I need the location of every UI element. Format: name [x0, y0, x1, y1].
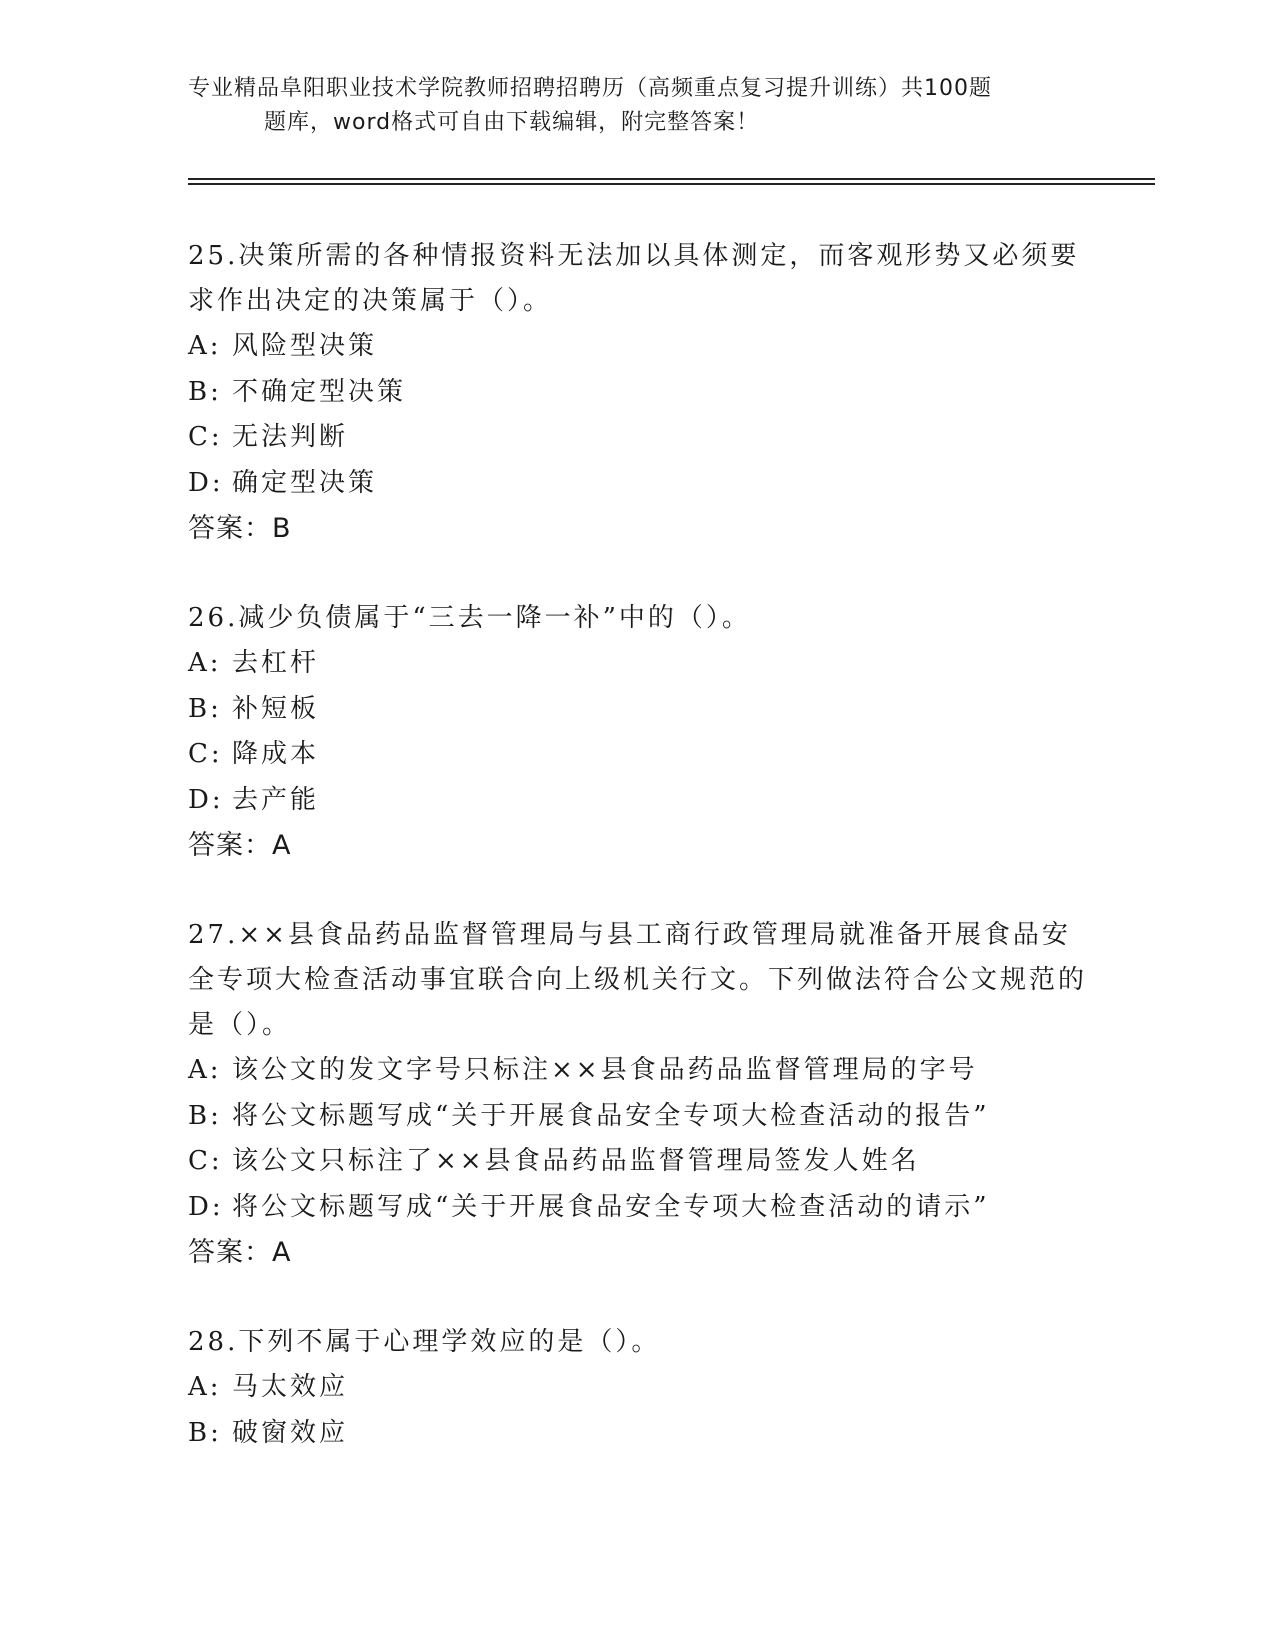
question-stem: 28.下列不属于心理学效应的是（）。: [188, 1327, 661, 1357]
question-list: [188, 234, 1088, 1501]
option-c: [188, 415, 1088, 461]
option-text: 补短板: [232, 693, 320, 724]
option-letter: D:: [188, 784, 224, 815]
option-letter: A:: [188, 1372, 222, 1402]
question-25: [188, 234, 1088, 551]
question-26: [188, 596, 1088, 868]
option-letter: A:: [188, 331, 222, 361]
option-b: [188, 370, 1088, 416]
option-letter: D:: [188, 1191, 224, 1222]
header-line-1: 专业精品阜阳职业技术学院教师招聘招聘历（高频重点复习提升训练）共100题: [188, 76, 992, 101]
option-c: [188, 1139, 1088, 1185]
option-a: [188, 1365, 1088, 1411]
header-line-2: 题库，word格式可自由下载编辑，附完整答案！: [264, 110, 760, 135]
option-letter: A:: [188, 1055, 222, 1085]
option-text: 去杠杆: [232, 648, 320, 678]
option-text: 马太效应: [232, 1372, 349, 1402]
option-text: 该公文只标注了××县食品药品监督管理局签发人姓名: [232, 1146, 920, 1176]
option-letter: C:: [188, 1146, 223, 1176]
option-letter: B:: [188, 376, 222, 407]
option-text: 将公文标题写成“关于开展食品安全专项大检查活动的报告”: [232, 1100, 990, 1131]
option-letter: B:: [188, 1417, 222, 1448]
option-letter: A:: [188, 648, 222, 678]
option-d: [188, 461, 1088, 507]
option-letter: B:: [188, 1100, 222, 1131]
option-letter: B:: [188, 693, 222, 724]
option-letter: C:: [188, 422, 223, 452]
header-divider-bottom: [188, 183, 1155, 185]
question-stem: 25.决策所需的各种情报资料无法加以具体测定，而客观形势又必须要求作出决定的决策属于（）。: [188, 241, 1080, 316]
option-text: 将公文标题写成“关于开展食品安全专项大检查活动的请示”: [232, 1191, 990, 1222]
option-a: [188, 324, 1088, 370]
option-b: [188, 687, 1088, 733]
option-text: 不确定型决策: [232, 376, 407, 407]
answer-line: 答案：A: [188, 1237, 292, 1268]
answer-line: 答案：B: [188, 513, 292, 544]
option-text: 该公文的发文字号只标注××县食品药品监督管理局的字号: [232, 1055, 978, 1085]
option-text: 去产能: [232, 784, 320, 815]
option-b: [188, 1411, 1088, 1457]
option-text: 确定型决策: [232, 467, 378, 498]
question-stem: 26.减少负债属于“三去一降一补”中的（）。: [188, 603, 751, 633]
option-c: [188, 732, 1088, 778]
option-a: [188, 1048, 1088, 1094]
document-header: [188, 72, 1088, 140]
option-d: [188, 1185, 1088, 1231]
question-28: [188, 1320, 1088, 1456]
option-b: [188, 1094, 1088, 1140]
option-letter: D:: [188, 467, 224, 498]
question-stem: 27.××县食品药品监督管理局与县工商行政管理局就准备开展食品安全专项大检查活动事宜联合向上级机关行文。下列做法符合公文规范的是（）。: [188, 920, 1088, 1040]
question-27: [188, 913, 1088, 1275]
option-d: [188, 778, 1088, 824]
option-letter: C:: [188, 739, 223, 769]
header-divider-top: [188, 178, 1155, 180]
option-text: 降成本: [232, 739, 320, 769]
option-text: 无法判断: [232, 422, 349, 452]
answer-line: 答案：A: [188, 830, 292, 861]
option-text: 破窗效应: [232, 1417, 349, 1448]
option-text: 风险型决策: [232, 331, 378, 361]
option-a: [188, 641, 1088, 687]
